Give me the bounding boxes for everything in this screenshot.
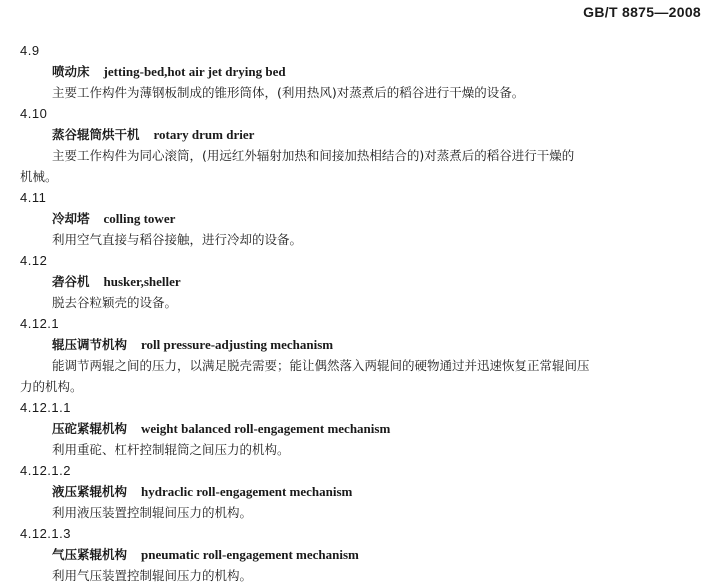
term-zh: 喷动床 (52, 64, 90, 79)
definition-line: 利用空气直接与稻谷接触，进行冷却的设备。 (52, 232, 303, 247)
definition-line: 利用重砣、杠杆控制辊筒之间压力的机构。 (52, 442, 290, 457)
definition-line-continued: 力的机构。 (20, 379, 83, 394)
document-body (0, 40, 711, 586)
term-zh: 蒸谷辊筒烘干机 (52, 127, 140, 142)
term-en: colling tower (103, 211, 176, 226)
term-heading (0, 61, 711, 82)
term-en: hydraclic roll-engagement mechanism (141, 484, 353, 499)
term-heading (0, 208, 711, 229)
clause-number: 4.12.1 (20, 316, 60, 331)
term-en: weight balanced roll-engagement mechanism (141, 421, 391, 436)
term-heading (0, 124, 711, 145)
term-heading (0, 334, 711, 355)
clause-number: 4.11 (20, 190, 47, 205)
clause-number: 4.12 (20, 253, 48, 268)
clause-number: 4.12.1.1 (20, 400, 71, 415)
term-en: pneumatic roll-engagement mechanism (141, 547, 359, 562)
term-zh: 压砣紧辊机构 (52, 421, 128, 436)
term-en: rotary drum drier (153, 127, 255, 142)
definition-line: 脱去谷粒颖壳的设备。 (52, 295, 178, 310)
clause-number: 4.12.1.3 (20, 526, 71, 541)
term-heading (0, 418, 711, 439)
term-zh: 冷却塔 (52, 211, 90, 226)
clause-number: 4.9 (20, 43, 40, 58)
definition-line-continued: 机械。 (20, 169, 58, 184)
term-en: roll pressure-adjusting mechanism (141, 337, 334, 352)
term-zh: 气压紧辊机构 (52, 547, 128, 562)
term-zh: 砻谷机 (52, 274, 90, 289)
definition-line: 利用液压装置控制辊间压力的机构。 (52, 505, 253, 520)
term-en: husker,sheller (103, 274, 181, 289)
term-heading (0, 271, 711, 292)
definition-line: 能调节两辊之间的压力，以满足脱壳需要；能让偶然落入两辊间的硬物通过并迅速恢复正常辊间压 (52, 358, 590, 373)
term-heading (0, 481, 711, 502)
standard-code: GB/T 8875—2008 (583, 4, 701, 20)
term-zh: 辊压调节机构 (52, 337, 128, 352)
definition-line: 利用气压装置控制辊间压力的机构。 (52, 568, 253, 583)
clause-number: 4.10 (20, 106, 48, 121)
term-heading (0, 544, 711, 565)
term-en: jetting-bed,hot air jet drying bed (103, 64, 286, 79)
definition-line: 主要工作构件为同心滚筒，(用远红外辐射加热和间接加热相结合的)对蒸煮后的稻谷进行干燥的 (52, 148, 575, 163)
term-zh: 液压紧辊机构 (52, 484, 128, 499)
definition-line: 主要工作构件为薄钢板制成的锥形筒体，(利用热风)对蒸煮后的稻谷进行干燥的设备。 (52, 85, 525, 100)
clause-number: 4.12.1.2 (20, 463, 71, 478)
